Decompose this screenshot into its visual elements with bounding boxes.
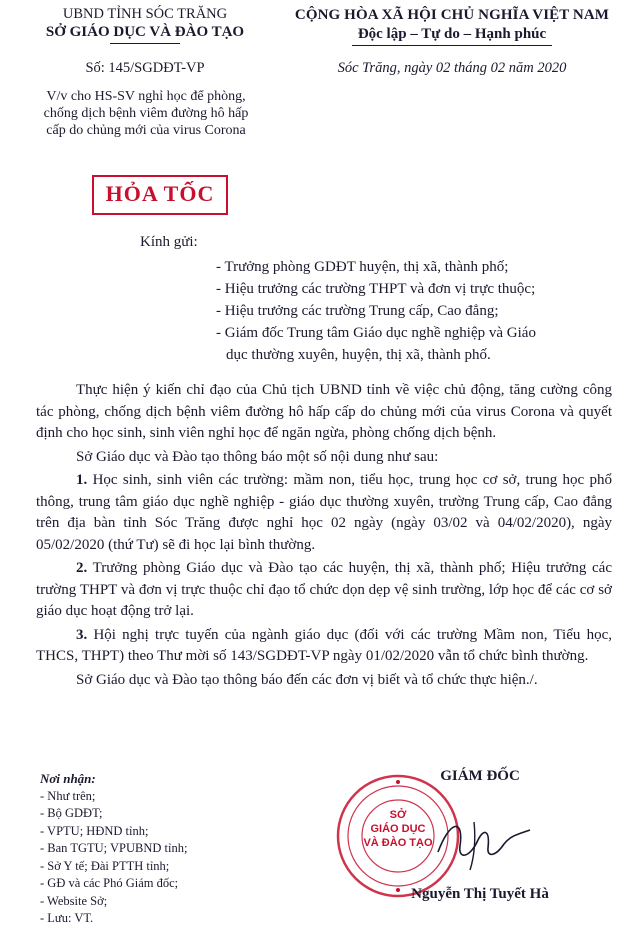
recipient-item: - Hiệu trưởng các trường Trung cấp, Cao đẳng; <box>216 303 499 319</box>
distribution-list <box>40 770 187 928</box>
distribution-item: - GĐ và các Phó Giám đốc; <box>40 876 179 890</box>
letter-body <box>36 380 612 691</box>
distribution-item: - Sở Y tế; Đài PTTH tỉnh; <box>40 858 170 873</box>
national-title: CỘNG HÒA XÃ HỘI CHỦ NGHĨA VIỆT NAM <box>294 7 610 23</box>
distribution-item: - Bộ GDĐT; <box>40 806 103 820</box>
item-text: Trưởng phòng Giáo dục và Đào tạo các huyện, thị xã, thành phố; Hiệu trưởng các trường THPT và đơn vị trực thuộc chỉ đạo tổ chức dọn dẹp vệ sinh trường, lớp học để các cơ sở giáo dục hoạt động trở lại. <box>36 560 612 619</box>
body-paragraph: Thực hiện ý kiến chỉ đạo của Chủ tịch UBND tỉnh về việc chủ động, tăng cường công tác phòng, chống dịch bệnh viêm đường hô hấp cấp do chủng mới của virus Corona và quyết định cho học sinh, sinh viên nghỉ học để ngăn ngừa, phòng chống dịch bệnh. <box>36 382 612 441</box>
item-text: Hội nghị trực tuyến của ngành giáo dục (đối với các trường Mầm non, Tiểu học, THCS, THPT) theo Thư mời số 143/SGDĐT-VP ngày 01/02/2020 vẫn tổ chức bình thường. <box>36 626 612 664</box>
signer-name: Nguyễn Thị Tuyết Hà <box>411 886 549 902</box>
body-item <box>36 470 612 556</box>
subject-line: V/v cho HS-SV nghỉ học để phòng, chống dịch bệnh viêm đường hô hấp cấp do chủng mới của virus Corona <box>43 89 249 138</box>
seal-text: SỞ GIÁO DỤC VÀ ĐÀO TẠO <box>363 809 433 849</box>
distribution-item: - Ban TGTU; VPUBND tỉnh; <box>40 841 188 855</box>
recipient-item-continued: dục thường xuyên, huyện, thị xã, thành phố. <box>226 347 491 363</box>
date-line: Sóc Trăng, ngày 02 tháng 02 năm 2020 <box>337 60 567 76</box>
urgent-stamp: HỎA TỐC <box>92 175 228 215</box>
distribution-item: - Website Sở; <box>40 893 108 908</box>
distribution-title: Nơi nhận: <box>40 771 96 786</box>
item-number: 1. <box>76 472 88 488</box>
recipient-item: - Trưởng phòng GDĐT huyện, thị xã, thành phố; <box>216 259 509 275</box>
recipient-item: - Hiệu trưởng các trường THPT và đơn vị trực thuộc; <box>216 281 536 297</box>
issuer-parent-org: UBND TỈNH SÓC TRĂNG <box>62 6 228 22</box>
recipient-list <box>216 256 616 366</box>
body-paragraph: Sở Giáo dục và Đào tạo thông báo một số nội dung như sau: <box>76 448 439 465</box>
issuer-block <box>20 6 270 44</box>
national-header <box>272 6 632 46</box>
distribution-item: - VPTU; HĐND tỉnh; <box>40 823 149 838</box>
recipient-item: - Giám đốc Trung tâm Giáo dục nghề nghiệp và Giáo <box>216 325 536 341</box>
issuer-underline <box>110 43 180 44</box>
item-number: 3. <box>76 626 88 643</box>
body-item <box>36 625 612 668</box>
signer-title: GIÁM ĐỐC <box>440 768 520 784</box>
closing-paragraph: Sở Giáo dục và Đào tạo thông báo đến các đơn vị biết và tổ chức thực hiện./. <box>76 671 538 688</box>
body-item <box>36 558 612 623</box>
national-motto: Độc lập – Tự do – Hạnh phúc <box>352 25 552 46</box>
issuer-org: SỞ GIÁO DỤC VÀ ĐÀO TẠO <box>45 24 245 40</box>
item-number: 2. <box>76 560 88 576</box>
distribution-item: - Như trên; <box>40 788 96 803</box>
greeting: Kính gửi: <box>140 234 198 250</box>
distribution-item: - Lưu: VT. <box>40 911 94 925</box>
handwritten-signature-icon <box>430 800 540 880</box>
document-number: Số: 145/SGDĐT-VP <box>85 60 205 76</box>
item-text: Học sinh, sinh viên các trường: mầm non, tiểu học, trung học cơ sở, trung học phổ thông, trung tâm giáo dục nghề nghiệp - giáo dục thường xuyên, trường Trung cấp, Cao đẳng trên địa bàn tỉnh Sóc Trăng được nghỉ học 02 ngày (ngày 03/02 và 04/02/2020), ngày 05/02/2020 (thứ Tư) sẽ đi học lại bình thường. <box>36 472 612 553</box>
